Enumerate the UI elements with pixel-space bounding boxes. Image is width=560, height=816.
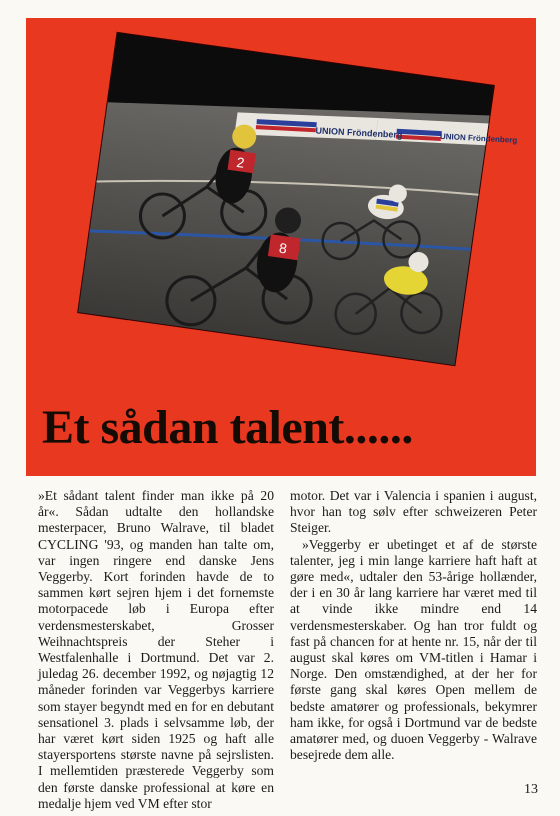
banner-text: UNION Fröndenberg: [439, 131, 518, 145]
article-column-left: [38, 488, 274, 812]
red-header-panel: [26, 18, 536, 476]
page-number: 13: [524, 782, 538, 797]
jersey-number: 2: [235, 153, 246, 171]
article-paragraph: »Et sådant talent finder man ikke på 20 år«. Sådan udtalte den hollandske mesterpacer, Bruno Walrave, til bladet CYCLING '93, og manden han talte om, var ingen ringere end danske Jens Veggerby. Kort forinden havde de to sammen kørt sejren hjem i det fornemste motorpacede løb i Europa efter verdensmesterskabet, Grosser Weihnachtspreis der Steher i Westfalenhalle i Dortmund. Det var 2. juledag 26. december 1992, og nøjagtig 12 måneder forinden var Veggerbys karriere som stayer begyndt med en for en debutant sensationel 3. plads i selvsamme løb, der har været kørt siden 1925 og haft alle stayersportens største navne på sejrslisten. I mellemtiden præsterede Veggerby som den første danske professional at køre en medalje hjem ved VM efter stor: [38, 488, 274, 811]
jersey-number: 8: [278, 239, 289, 257]
article-column-right: [290, 488, 537, 763]
cycling-race-photo: [78, 33, 518, 365]
headline: Et sådan talent......: [42, 401, 413, 454]
article-paragraph: motor. Det var i Valencia i spanien i august, hvor han tog sølv efter schweizeren Peter Steiger.: [290, 488, 537, 536]
article-paragraph: »Veggerby er ubetinget et af de største talenter, jeg i min lange karriere haft haft at gøre med«, udtaler den 53-årige hollænder, der i en 30 år lang karriere har været med til at vinde ikke mindre end 14 verdensmesterskaber. Og han tror fuldt og fast på chancen for at hente nr. 15, når der til august skal køres om VM-titlen i Hamar i Norge. Den omstændighed, at der her for første gang skal køres Open mellem de bedste amatører og professionals, bekymrer ham ikke, for også i Dortmund var de bedste amatører med, og duoen Veggerby - Walrave besejrede dem alle.: [290, 536, 537, 763]
banner-text: UNION Fröndenberg: [315, 125, 403, 141]
